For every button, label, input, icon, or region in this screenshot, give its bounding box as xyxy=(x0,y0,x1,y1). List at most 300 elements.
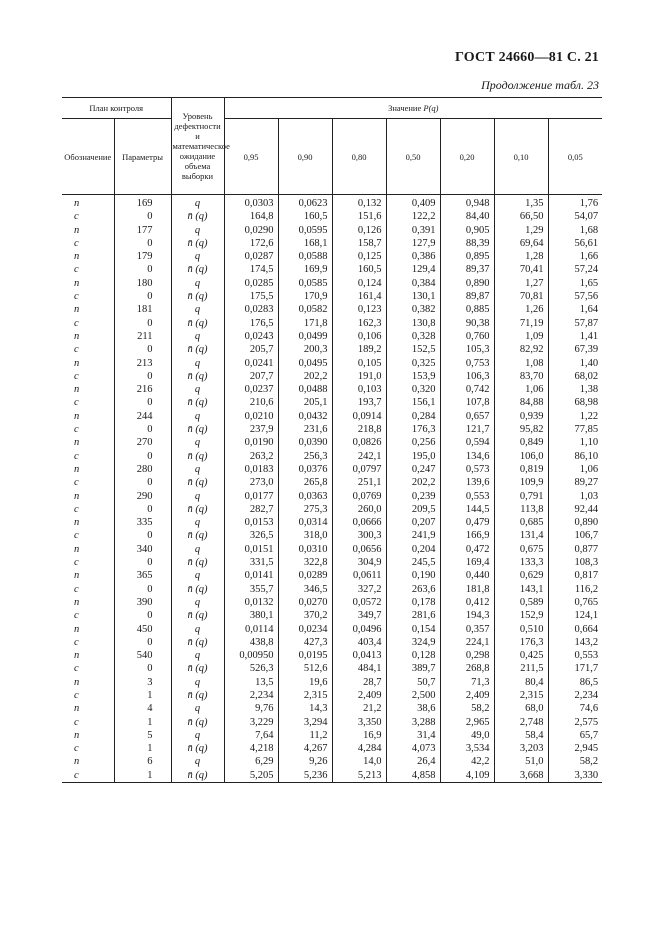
value-cell: 58,2 xyxy=(579,756,599,768)
value-cell: 0,0243 xyxy=(224,330,278,343)
prob-header: 0,05 xyxy=(548,119,602,195)
value-cell: 89,87 xyxy=(440,290,494,303)
value-cell: 0,685 xyxy=(494,516,548,529)
designation-cell: c xyxy=(62,503,114,516)
value-cell: 2,315 xyxy=(494,689,548,702)
value-cell: 3,350 xyxy=(332,716,386,729)
value-cell: 0,553 xyxy=(440,490,494,503)
parameter-cell: 0 xyxy=(114,396,171,409)
table-row xyxy=(62,476,602,489)
value-cell: 0,939 xyxy=(494,410,548,423)
value-cell: 77,85 xyxy=(574,424,599,436)
parameter-cell: 216 xyxy=(114,383,171,396)
value-cell: 0,0595 xyxy=(278,224,332,237)
designation-cell: n xyxy=(62,195,114,211)
designation-cell: n xyxy=(62,676,114,689)
value-cell: 133,3 xyxy=(494,556,548,569)
parameter-cell: 0 xyxy=(114,450,171,463)
parameter-cell: 0 xyxy=(114,370,171,383)
value-cell: 1,66 xyxy=(579,251,599,263)
table-row xyxy=(62,330,602,343)
value-cell: 1,10 xyxy=(579,437,599,449)
parameter-cell: 0 xyxy=(114,556,171,569)
value-cell: 0,256 xyxy=(386,436,440,449)
value-cell: 403,4 xyxy=(332,636,386,649)
parameter-cell: 5 xyxy=(114,729,171,742)
table-row xyxy=(62,210,602,223)
value-cell: 3,330 xyxy=(548,769,602,783)
designation-cell: n xyxy=(62,224,114,237)
value-cell: 171,8 xyxy=(278,317,332,330)
table-caption: Продолжение табл. 23 xyxy=(481,78,599,92)
designation-cell: n xyxy=(62,463,114,476)
designation-cell: n xyxy=(62,702,114,715)
parameter-cell: 3 xyxy=(114,676,171,689)
value-cell: 211,5 xyxy=(494,662,548,675)
value-cell: 318,0 xyxy=(278,529,332,542)
designation-header: Обозначение xyxy=(62,119,114,195)
value-cell: 0,425 xyxy=(494,649,548,662)
value-cell: 1,03 xyxy=(579,490,599,502)
value-cell: 251,1 xyxy=(332,476,386,489)
table-row xyxy=(62,237,602,250)
level-cell: q xyxy=(171,250,224,263)
value-cell: 2,409 xyxy=(440,689,494,702)
value-cell: 89,37 xyxy=(440,263,494,276)
table-row xyxy=(62,195,602,211)
value-cell: 205,7 xyxy=(224,343,278,356)
value-cell: 326,5 xyxy=(224,529,278,542)
value-cell: 0,753 xyxy=(440,357,494,370)
value-cell: 153,9 xyxy=(386,370,440,383)
parameter-cell: 1 xyxy=(114,689,171,702)
value-cell: 0,0177 xyxy=(224,490,278,503)
table-row xyxy=(62,423,602,436)
value-cell: 127,9 xyxy=(386,237,440,250)
table-row xyxy=(62,689,602,702)
value-cell: 389,7 xyxy=(386,662,440,675)
value-cell: 0,0588 xyxy=(278,250,332,263)
table-row xyxy=(62,609,602,622)
parameter-cell: 1 xyxy=(114,716,171,729)
designation-cell: c xyxy=(62,210,114,223)
parameter-cell: 0 xyxy=(114,423,171,436)
value-cell: 0,675 xyxy=(494,543,548,556)
prob-header: 0,10 xyxy=(494,119,548,195)
value-cell: 14,0 xyxy=(332,755,386,768)
value-cell: 194,3 xyxy=(440,609,494,622)
value-cell: 0,0270 xyxy=(278,596,332,609)
parameter-cell: 0 xyxy=(114,503,171,516)
parameter-cell: 390 xyxy=(114,596,171,609)
parameter-cell: 169 xyxy=(114,195,171,211)
parameter-cell: 6 xyxy=(114,755,171,768)
value-cell: 191,0 xyxy=(332,370,386,383)
value-cell: 0,298 xyxy=(440,649,494,662)
designation-cell: n xyxy=(62,277,114,290)
value-cell: 0,0241 xyxy=(224,357,278,370)
value-cell: 0,0151 xyxy=(224,543,278,556)
value-cell: 26,4 xyxy=(386,755,440,768)
value-cell: 256,3 xyxy=(278,450,332,463)
value-cell: 0,553 xyxy=(574,650,599,662)
value-cell: 124,1 xyxy=(574,610,599,622)
value-cell: 3,288 xyxy=(386,716,440,729)
designation-cell: c xyxy=(62,769,114,783)
value-cell: 0,819 xyxy=(494,463,548,476)
parameter-cell: 290 xyxy=(114,490,171,503)
level-cell: n̄ (q) xyxy=(171,237,224,250)
value-cell: 0,386 xyxy=(386,250,440,263)
value-cell: 0,204 xyxy=(386,543,440,556)
value-cell: 0,0611 xyxy=(332,569,386,582)
value-cell: 0,0141 xyxy=(224,569,278,582)
value-cell: 526,3 xyxy=(224,662,278,675)
value-cell: 231,6 xyxy=(278,423,332,436)
value-cell: 181,8 xyxy=(440,583,494,596)
value-cell: 175,5 xyxy=(224,290,278,303)
level-cell: q xyxy=(171,516,224,529)
value-cell: 14,3 xyxy=(278,702,332,715)
parameter-cell: 181 xyxy=(114,303,171,316)
value-cell: 4,109 xyxy=(440,769,494,783)
value-cell: 0,760 xyxy=(440,330,494,343)
table-row xyxy=(62,357,602,370)
value-cell: 1,06 xyxy=(579,463,599,475)
value-cell: 0,239 xyxy=(386,490,440,503)
value-cell: 349,7 xyxy=(332,609,386,622)
level-cell: n̄ (q) xyxy=(171,263,224,276)
value-cell: 130,8 xyxy=(386,317,440,330)
value-cell: 0,0237 xyxy=(224,383,278,396)
parameter-cell: 0 xyxy=(114,662,171,675)
table-row xyxy=(62,277,602,290)
parameter-cell: 0 xyxy=(114,529,171,542)
value-cell: 0,849 xyxy=(494,436,548,449)
value-cell: 68,0 xyxy=(494,702,548,715)
value-cell: 209,5 xyxy=(386,503,440,516)
value-cell: 4,073 xyxy=(386,742,440,755)
table-row xyxy=(62,290,602,303)
parameter-cell: 211 xyxy=(114,330,171,343)
level-cell: n̄ (q) xyxy=(171,556,224,569)
table-row xyxy=(62,436,602,449)
value-cell: 4,284 xyxy=(332,742,386,755)
value-cell: 31,4 xyxy=(386,729,440,742)
value-cell: 0,124 xyxy=(332,277,386,290)
value-cell: 202,2 xyxy=(386,476,440,489)
value-cell: 162,3 xyxy=(332,317,386,330)
value-cell: 189,2 xyxy=(332,343,386,356)
value-cell: 2,234 xyxy=(224,689,278,702)
value-cell: 193,7 xyxy=(332,396,386,409)
value-cell: 2,500 xyxy=(386,689,440,702)
value-cell: 105,3 xyxy=(440,343,494,356)
parameter-cell: 0 xyxy=(114,636,171,649)
value-cell: 237,9 xyxy=(224,423,278,436)
level-cell: n̄ (q) xyxy=(171,370,224,383)
table-row xyxy=(62,543,602,556)
value-cell: 2,575 xyxy=(574,716,599,728)
value-cell: 0,382 xyxy=(386,303,440,316)
value-cell: 0,657 xyxy=(440,410,494,423)
table-row xyxy=(62,716,602,729)
parameter-cell: 4 xyxy=(114,702,171,715)
value-cell: 427,3 xyxy=(278,636,332,649)
level-cell: q xyxy=(171,436,224,449)
table-row xyxy=(62,649,602,662)
value-cell: 3,229 xyxy=(224,716,278,729)
level-cell: q xyxy=(171,623,224,636)
value-cell: 0,0572 xyxy=(332,596,386,609)
level-cell: n̄ (q) xyxy=(171,529,224,542)
value-cell: 116,2 xyxy=(574,583,599,595)
designation-cell: c xyxy=(62,662,114,675)
value-cell: 202,2 xyxy=(278,370,332,383)
parameter-cell: 180 xyxy=(114,277,171,290)
value-cell: 0,0283 xyxy=(224,303,278,316)
value-cell: 0,0413 xyxy=(332,649,386,662)
table-row xyxy=(62,263,602,276)
value-cell: 260,0 xyxy=(332,503,386,516)
value-cell: 0,325 xyxy=(386,357,440,370)
parameter-cell: 213 xyxy=(114,357,171,370)
value-cell: 58,2 xyxy=(440,702,494,715)
value-cell: 0,0496 xyxy=(332,623,386,636)
value-cell: 156,1 xyxy=(386,396,440,409)
designation-cell: c xyxy=(62,609,114,622)
value-cell: 0,103 xyxy=(332,383,386,396)
value-cell: 1,40 xyxy=(579,357,599,369)
designation-cell: c xyxy=(62,636,114,649)
level-cell: q xyxy=(171,676,224,689)
table-row xyxy=(62,410,602,423)
table-row xyxy=(62,569,602,582)
value-cell: 1,09 xyxy=(494,330,548,343)
value-cell: 3,668 xyxy=(494,769,548,783)
value-cell: 273,0 xyxy=(224,476,278,489)
value-cell: 38,6 xyxy=(386,702,440,715)
data-table xyxy=(62,97,602,783)
value-cell: 1,65 xyxy=(579,277,599,289)
value-cell: 0,132 xyxy=(332,195,386,211)
value-cell: 88,39 xyxy=(440,237,494,250)
table-row xyxy=(62,623,602,636)
value-cell: 56,61 xyxy=(574,237,599,249)
value-cell: 1,38 xyxy=(579,384,599,396)
value-cell: 82,92 xyxy=(494,343,548,356)
level-cell: n̄ (q) xyxy=(171,769,224,783)
value-cell: 42,2 xyxy=(440,755,494,768)
parameter-cell: 365 xyxy=(114,569,171,582)
parameter-cell: 0 xyxy=(114,210,171,223)
value-header: Значение P(q) xyxy=(224,98,602,119)
value-cell: 143,1 xyxy=(494,583,548,596)
value-cell: 3,203 xyxy=(494,742,548,755)
designation-cell: n xyxy=(62,516,114,529)
parameter-cell: 244 xyxy=(114,410,171,423)
level-cell: q xyxy=(171,224,224,237)
table-body xyxy=(62,195,602,783)
parameter-cell: 1 xyxy=(114,742,171,755)
parameter-cell: 0 xyxy=(114,583,171,596)
level-cell: q xyxy=(171,702,224,715)
value-cell: 164,8 xyxy=(224,210,278,223)
value-cell: 106,7 xyxy=(574,530,599,542)
level-cell: n̄ (q) xyxy=(171,450,224,463)
designation-cell: n xyxy=(62,490,114,503)
value-cell: 0,0234 xyxy=(278,623,332,636)
table-row xyxy=(62,503,602,516)
prob-header: 0,80 xyxy=(332,119,386,195)
parameter-cell: 335 xyxy=(114,516,171,529)
value-cell: 106,0 xyxy=(494,450,548,463)
value-cell: 0,128 xyxy=(386,649,440,662)
value-cell: 80,4 xyxy=(494,676,548,689)
value-cell: 95,82 xyxy=(494,423,548,436)
value-cell: 268,8 xyxy=(440,662,494,675)
value-cell: 0,890 xyxy=(574,517,599,529)
value-cell: 0,890 xyxy=(440,277,494,290)
value-cell: 263,6 xyxy=(386,583,440,596)
parameter-cell: 0 xyxy=(114,317,171,330)
value-cell: 51,0 xyxy=(494,755,548,768)
value-cell: 68,98 xyxy=(574,397,599,409)
value-cell: 0,0285 xyxy=(224,277,278,290)
value-cell: 322,8 xyxy=(278,556,332,569)
value-cell: 0,0210 xyxy=(224,410,278,423)
value-cell: 174,5 xyxy=(224,263,278,276)
value-cell: 28,7 xyxy=(332,676,386,689)
level-cell: n̄ (q) xyxy=(171,583,224,596)
designation-cell: n xyxy=(62,649,114,662)
value-cell: 122,2 xyxy=(386,210,440,223)
value-cell: 84,40 xyxy=(440,210,494,223)
table-row xyxy=(62,755,602,768)
level-cell: n̄ (q) xyxy=(171,609,224,622)
level-cell: n̄ (q) xyxy=(171,636,224,649)
table-row xyxy=(62,596,602,609)
designation-cell: c xyxy=(62,583,114,596)
designation-cell: n xyxy=(62,755,114,768)
value-cell: 171,7 xyxy=(574,663,599,675)
value-cell: 0,589 xyxy=(494,596,548,609)
value-cell: 1,35 xyxy=(494,195,548,211)
value-cell: 0,0666 xyxy=(332,516,386,529)
value-cell: 0,284 xyxy=(386,410,440,423)
value-cell: 1,08 xyxy=(494,357,548,370)
value-cell: 54,07 xyxy=(574,211,599,223)
value-cell: 70,41 xyxy=(494,263,548,276)
level-cell: q xyxy=(171,357,224,370)
prob-header: 0,90 xyxy=(278,119,332,195)
parameters-header: Параметры xyxy=(114,119,171,195)
designation-cell: c xyxy=(62,529,114,542)
value-cell: 5,205 xyxy=(224,769,278,783)
value-cell: 19,6 xyxy=(278,676,332,689)
value-cell: 176,5 xyxy=(224,317,278,330)
value-cell: 0,247 xyxy=(386,463,440,476)
value-cell: 151,6 xyxy=(332,210,386,223)
value-cell: 161,4 xyxy=(332,290,386,303)
value-cell: 106,3 xyxy=(440,370,494,383)
designation-cell: c xyxy=(62,716,114,729)
value-cell: 0,384 xyxy=(386,277,440,290)
value-cell: 0,0290 xyxy=(224,224,278,237)
value-cell: 0,885 xyxy=(440,303,494,316)
value-cell: 134,6 xyxy=(440,450,494,463)
designation-cell: n xyxy=(62,543,114,556)
value-cell: 346,5 xyxy=(278,583,332,596)
value-cell: 0,0153 xyxy=(224,516,278,529)
value-cell: 242,1 xyxy=(332,450,386,463)
value-cell: 158,7 xyxy=(332,237,386,250)
value-cell: 50,7 xyxy=(386,676,440,689)
value-cell: 331,5 xyxy=(224,556,278,569)
table-row xyxy=(62,317,602,330)
level-cell: n̄ (q) xyxy=(171,716,224,729)
value-cell: 0,629 xyxy=(494,569,548,582)
value-cell: 172,6 xyxy=(224,237,278,250)
value-cell: 370,2 xyxy=(278,609,332,622)
level-cell: n̄ (q) xyxy=(171,343,224,356)
designation-cell: c xyxy=(62,237,114,250)
value-cell: 89,27 xyxy=(574,477,599,489)
value-cell: 200,3 xyxy=(278,343,332,356)
value-cell: 1,29 xyxy=(494,224,548,237)
table-row xyxy=(62,450,602,463)
designation-cell: c xyxy=(62,556,114,569)
value-cell: 0,154 xyxy=(386,623,440,636)
value-cell: 152,5 xyxy=(386,343,440,356)
designation-cell: n xyxy=(62,623,114,636)
value-cell: 113,8 xyxy=(494,503,548,516)
value-cell: 0,0289 xyxy=(278,569,332,582)
table-row xyxy=(62,224,602,237)
value-cell: 0,0495 xyxy=(278,357,332,370)
value-cell: 170,9 xyxy=(278,290,332,303)
value-cell: 275,3 xyxy=(278,503,332,516)
value-cell: 121,7 xyxy=(440,423,494,436)
value-cell: 129,4 xyxy=(386,263,440,276)
table-row xyxy=(62,662,602,675)
value-cell: 195,0 xyxy=(386,450,440,463)
value-cell: 0,594 xyxy=(440,436,494,449)
value-cell: 241,9 xyxy=(386,529,440,542)
value-cell: 58,4 xyxy=(494,729,548,742)
value-cell: 49,0 xyxy=(440,729,494,742)
parameter-cell: 340 xyxy=(114,543,171,556)
level-cell: q xyxy=(171,543,224,556)
designation-cell: c xyxy=(62,742,114,755)
value-cell: 0,573 xyxy=(440,463,494,476)
value-cell: 3,294 xyxy=(278,716,332,729)
value-cell: 0,791 xyxy=(494,490,548,503)
value-cell: 304,9 xyxy=(332,556,386,569)
value-cell: 3,534 xyxy=(440,742,494,755)
table-row xyxy=(62,490,602,503)
value-cell: 0,0488 xyxy=(278,383,332,396)
value-cell: 1,22 xyxy=(579,410,599,422)
table-row xyxy=(62,636,602,649)
value-cell: 0,126 xyxy=(332,224,386,237)
value-cell: 0,0656 xyxy=(332,543,386,556)
value-cell: 166,9 xyxy=(440,529,494,542)
parameter-cell: 0 xyxy=(114,290,171,303)
value-cell: 0,0769 xyxy=(332,490,386,503)
value-cell: 84,88 xyxy=(494,396,548,409)
table-row xyxy=(62,303,602,316)
